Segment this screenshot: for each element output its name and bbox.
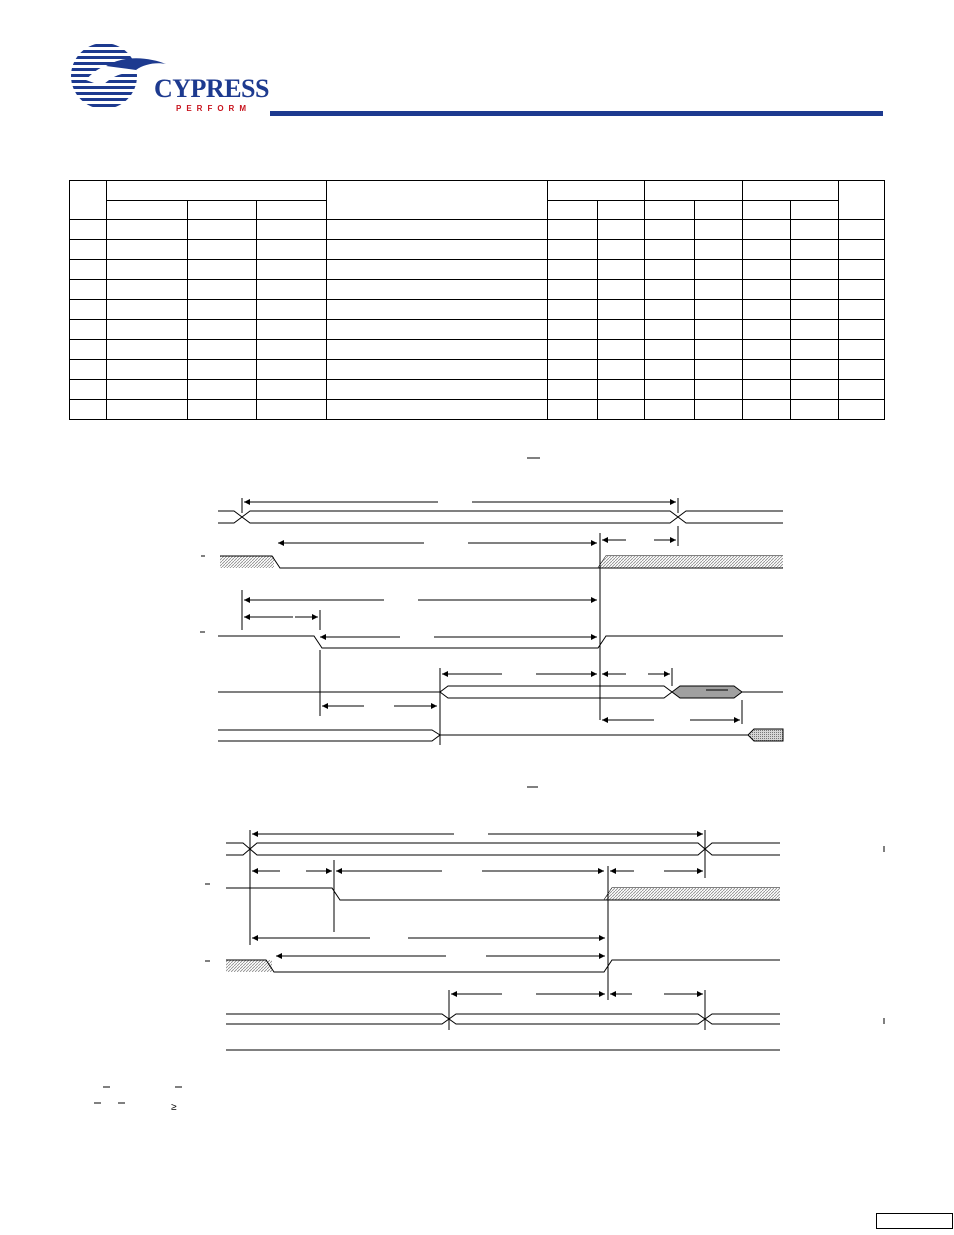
waveform-address-valid [242,511,678,523]
waveform-address-next [705,843,780,855]
footnote-ge-symbol: ≥ [171,1102,177,1113]
waveform-write-enable [226,960,780,972]
waveform-address-valid [250,843,705,855]
write-cycle-timing-diagram [205,830,884,1050]
waveform-data-hold-shaded [672,686,742,698]
waveform-output-enable [218,636,783,648]
waveform-address-start [218,511,242,523]
waveform-address-next [678,511,783,523]
logo-tagline: PERFORM [176,104,251,113]
read-cycle-timing-diagram [200,498,783,745]
waveform-data-in-valid [449,1014,705,1024]
waveform-data-in-next [705,1014,780,1024]
page-number-box [876,1213,953,1229]
waveform-address-start [226,843,250,855]
waveform-bottom-signal [218,730,440,741]
waveform-data-out [218,686,672,698]
waveform-data-in-start [226,1014,449,1024]
logo-wordmark: CYPRESS [154,74,269,103]
